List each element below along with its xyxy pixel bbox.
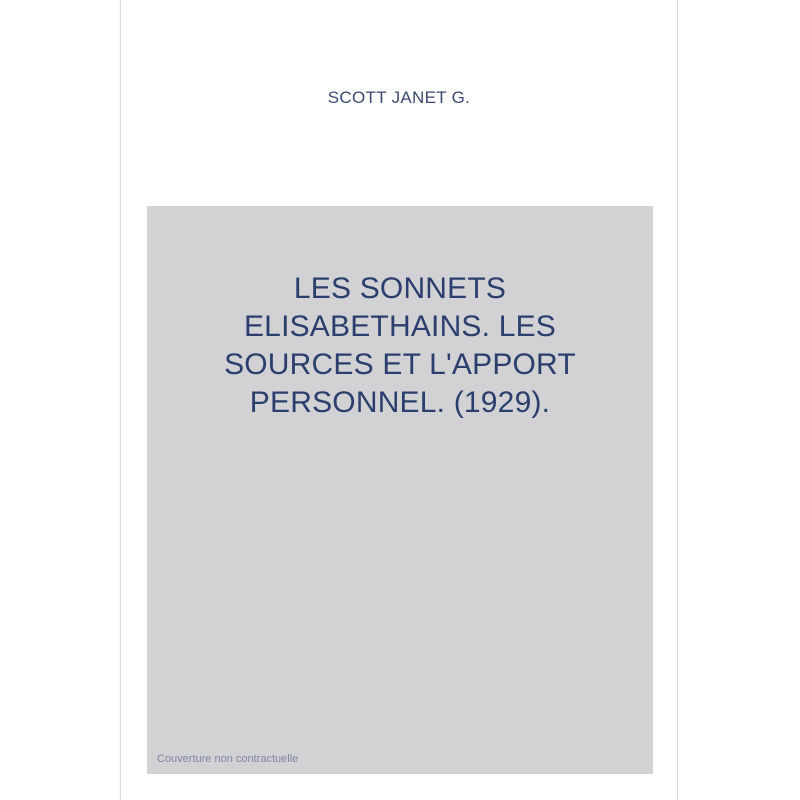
title-line: PERSONNEL. (1929).: [249, 386, 551, 419]
title-panel: [147, 206, 653, 774]
cover-disclaimer: Couverture non contractuelle: [157, 753, 299, 765]
book-title: [177, 270, 623, 422]
title-line: SOURCES ET L'APPORT: [224, 348, 576, 381]
title-line: ELISABETHAINS. LES: [243, 310, 557, 343]
title-line: LES SONNETS: [293, 272, 507, 305]
book-cover: [120, 0, 678, 800]
author-name: SCOTT JANET G.: [327, 88, 471, 107]
